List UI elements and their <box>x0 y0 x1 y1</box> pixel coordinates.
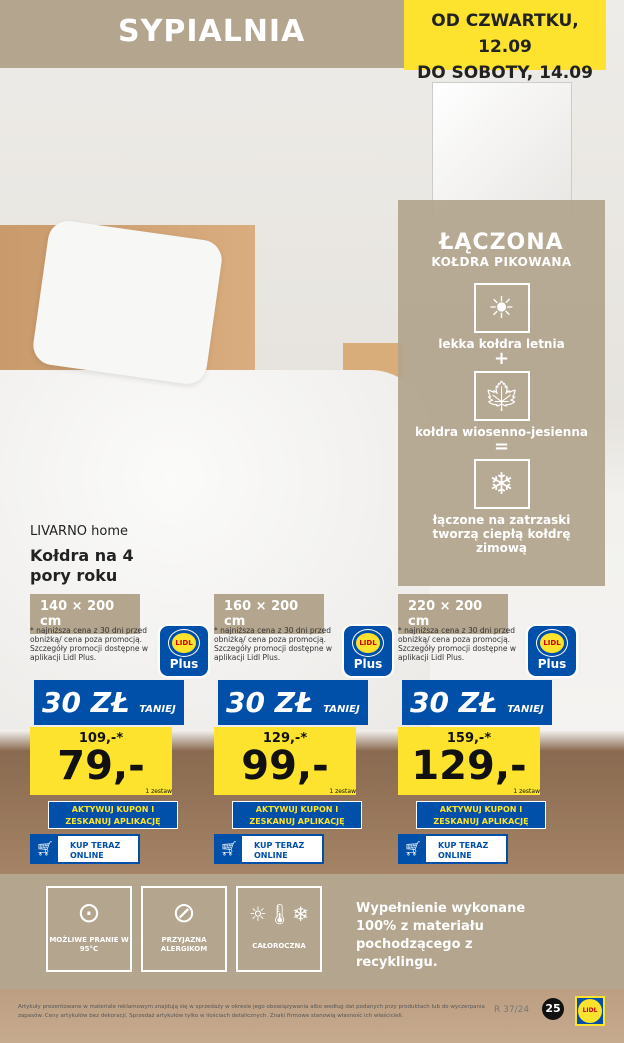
price-note: * najniższa cena z 30 dni przed obniżką/ cena poza promocją. Szczegóły promocji dostępne w aplikacji Lidl Plus. <box>398 626 516 662</box>
size-label: 140 × 200 cm <box>30 594 140 634</box>
size-label: 160 × 200 cm <box>214 594 324 634</box>
buy-online-button[interactable]: 🛒︎ KUP TERAZ ONLINE <box>30 834 140 864</box>
lidl-logo: LIDL <box>537 630 567 656</box>
snowflake-icon: ❄ <box>474 459 530 509</box>
date-to: DO SOBOTY, 14.09 <box>417 63 593 83</box>
price-box <box>214 727 356 795</box>
brand: LIVARNO home <box>30 524 129 539</box>
price: 79,- <box>57 743 145 789</box>
price-box <box>30 727 172 795</box>
old-price: 109,-* <box>78 731 124 746</box>
thermometer-icon: ☼🌡︎❄ <box>248 902 310 926</box>
maple-leaf-icon: 🍁︎ <box>474 371 530 421</box>
lidl-logo: LIDL <box>575 996 605 1026</box>
panel-item-label: lekka kołdra letnia <box>438 337 565 351</box>
product-name: Kołdra na 4 pory roku <box>30 546 134 585</box>
panel-item-label: kołdra wiosenno-jesienna <box>414 425 588 439</box>
discount-banner: 30 ZŁ TANIEJ <box>34 680 184 725</box>
discount-banner: 30 ZŁ TANIEJ <box>218 680 368 725</box>
feature-allergy: ⊘ PRZYJAZNA ALERGIKOM <box>141 886 227 972</box>
lidl-logo: LIDL <box>353 630 383 656</box>
sun-icon: ☀ <box>474 283 530 333</box>
panel-item-label: łączone na zatrzaski tworzą ciepłą kołdrę zimową <box>432 513 571 555</box>
panel-subtitle: KOŁDRA PIKOWANA <box>431 255 572 269</box>
panel-title: ŁĄCZONA <box>439 230 564 255</box>
price-note: * najniższa cena z 30 dni przed obniżką/ cena poza promocją. Szczegóły promocji dostępne w aplikacji Lidl Plus. <box>214 626 332 662</box>
feature-wash: ⊙ MOŻLIWE PRANIE W 95°C <box>46 886 132 972</box>
plus-sign: + <box>493 348 510 369</box>
allergy-friendly-icon: ⊘ <box>172 896 196 929</box>
lidl-plus-badge: LIDL Plus <box>158 624 210 678</box>
recycling-text: Wypełnienie wykonane 100% z materiału pochodzącego z recyklingu. <box>356 901 526 970</box>
discount-banner: 30 ZŁ TANIEJ <box>402 680 552 725</box>
pillow <box>31 219 224 387</box>
date-from: OD CZWARTKU, 12.09 <box>431 11 579 57</box>
price-box <box>398 727 540 795</box>
lidl-logo: LIDL <box>169 630 199 656</box>
old-price: 159,-* <box>446 731 492 746</box>
buy-online-button[interactable]: 🛒︎ KUP TERAZ ONLINE <box>214 834 324 864</box>
offer-140 <box>30 594 214 869</box>
equals-sign: = <box>493 436 510 457</box>
cart-icon: 🛒︎ <box>32 836 58 862</box>
activate-coupon-button[interactable]: AKTYWUJ KUPON I ZESKANUJ APLIKACJĘ <box>416 801 546 829</box>
feature-panel <box>398 200 605 586</box>
unit: 1 zestaw <box>513 788 540 795</box>
offer-160 <box>214 594 398 869</box>
feature-allyear: ☼🌡︎❄ CAŁOROCZNA <box>236 886 322 972</box>
offer-220 <box>398 594 582 869</box>
unit: 1 zestaw <box>329 788 356 795</box>
cart-icon: 🛒︎ <box>400 836 426 862</box>
activate-coupon-button[interactable]: AKTYWUJ KUPON I ZESKANUJ APLIKACJĘ <box>48 801 178 829</box>
price: 99,- <box>241 743 329 789</box>
issue-number: R 37/24 <box>494 1005 530 1015</box>
page-number: 25 <box>542 998 564 1020</box>
lidl-plus-badge: LIDL Plus <box>342 624 394 678</box>
price: 129,- <box>411 743 527 789</box>
page-title: SYPIALNIA <box>118 14 306 49</box>
washing-machine-icon: ⊙ <box>77 896 101 929</box>
activate-coupon-button[interactable]: AKTYWUJ KUPON I ZESKANUJ APLIKACJĘ <box>232 801 362 829</box>
legal-text: Artykuły prezentowane w materiale reklamowym znajdują się w sprzedaży w okresie jego obowiązywania albo według dat podanych przy produktach lub do wyczerpania zapasów. Ceny artykułów bez dekoracji. Sprzedaż artykułów tylko w ilościach detalicznych. Znaki firmowe stanowią własność ich właścicieli. <box>18 1004 485 1019</box>
buy-online-button[interactable]: 🛒︎ KUP TERAZ ONLINE <box>398 834 508 864</box>
lidl-plus-badge: LIDL Plus <box>526 624 578 678</box>
price-note: * najniższa cena z 30 dni przed obniżką/ cena poza promocją. Szczegóły promocji dostępne w aplikacji Lidl Plus. <box>30 626 148 662</box>
size-label: 220 × 200 cm <box>398 594 508 634</box>
unit: 1 zestaw <box>145 788 172 795</box>
date-box <box>404 0 606 83</box>
cart-icon: 🛒︎ <box>216 836 242 862</box>
old-price: 129,-* <box>262 731 308 746</box>
